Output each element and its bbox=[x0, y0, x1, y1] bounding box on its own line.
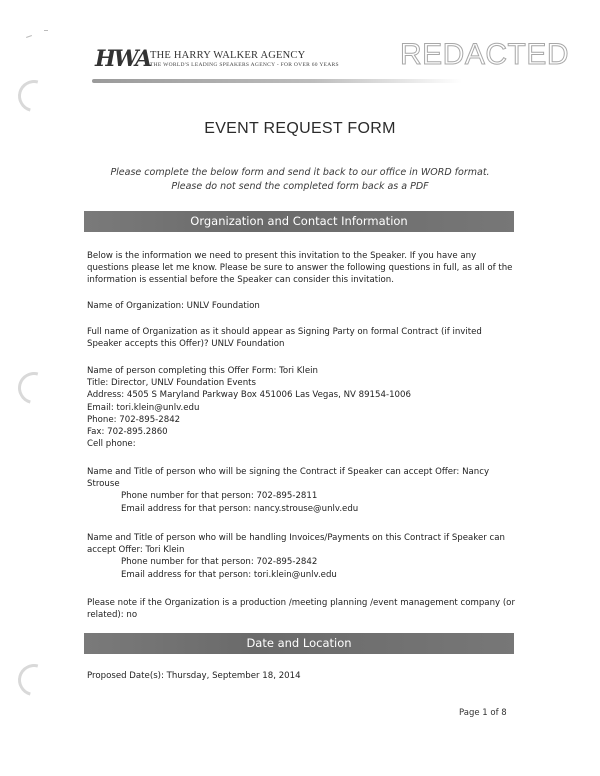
field-label: Proposed Date(s): bbox=[87, 671, 164, 681]
contact-fax-row bbox=[87, 426, 517, 438]
field-value: UNLV Foundation bbox=[186, 301, 260, 311]
field-value: Tori Klein bbox=[145, 545, 185, 556]
instruction-line: Please do not send the completed form back as a PDF bbox=[171, 181, 429, 192]
form-title: EVENT REQUEST FORM bbox=[204, 120, 396, 137]
field-label: Phone: bbox=[87, 414, 117, 425]
payments-name-row bbox=[87, 532, 517, 556]
field-value: UNLV Foundation bbox=[211, 339, 285, 350]
field-label: Email: bbox=[87, 402, 114, 413]
signing-party-field bbox=[87, 326, 517, 350]
field-value: tori.klein@unlv.edu bbox=[116, 402, 200, 413]
section-heading-organization: Organization and Contact Information bbox=[84, 211, 514, 232]
hole-punch-mark bbox=[12, 366, 56, 410]
field-label: Title: bbox=[87, 378, 109, 389]
hole-punch-mark bbox=[12, 658, 56, 702]
field-value: Director, UNLV Foundation Events bbox=[111, 378, 257, 389]
hole-punch-mark bbox=[12, 74, 56, 118]
field-value: no bbox=[126, 610, 138, 621]
payments-email-row bbox=[87, 569, 517, 581]
field-value: 702-895-2811 bbox=[256, 491, 318, 502]
contact-email-row bbox=[87, 402, 517, 414]
field-label: Please note if the Organization is a production /meeting planning /event management company (or related): bbox=[87, 598, 515, 621]
field-label: Cell phone: bbox=[87, 439, 136, 450]
signer-email-row bbox=[87, 503, 517, 515]
header-rule bbox=[92, 79, 462, 83]
instruction-line: Please complete the below form and send it back to our office in WORD format. bbox=[110, 167, 490, 178]
section-heading-date-location: Date and Location bbox=[84, 633, 514, 654]
form-instructions bbox=[0, 166, 600, 194]
field-value: nancy.strouse@unlv.edu bbox=[253, 503, 359, 514]
field-value: 4505 S Maryland Parkway Box 451006 Las Vegas, NV 89154-1006 bbox=[126, 390, 411, 401]
proposed-date-field bbox=[87, 670, 517, 682]
field-value: 702-895-2842 bbox=[119, 414, 181, 425]
contract-signer-block bbox=[87, 466, 517, 515]
field-value: Tori Klein bbox=[279, 366, 318, 376]
field-label: Name of Organization: bbox=[87, 301, 184, 311]
production-company-field bbox=[87, 597, 517, 621]
contact-address-row bbox=[87, 389, 517, 401]
scan-speck bbox=[44, 30, 48, 31]
field-label: Name of person completing this Offer Form: bbox=[87, 366, 277, 376]
field-label: Phone number for that person: bbox=[121, 491, 254, 502]
field-label: Full name of Organization as it should appear as Signing Party on formal Contract (if invited Speaker accepts this Offer)? bbox=[87, 327, 482, 350]
signer-phone-row bbox=[87, 490, 517, 502]
redacted-stamp: REDACTED bbox=[400, 38, 570, 71]
field-value: Nancy Strouse bbox=[87, 467, 490, 490]
agency-name: THE HARRY WALKER AGENCY bbox=[150, 50, 306, 61]
field-label: Email address for that person: bbox=[121, 503, 252, 514]
contact-title-row bbox=[87, 377, 517, 389]
scan-speck bbox=[26, 35, 32, 38]
payments-phone-row bbox=[87, 556, 517, 568]
field-label: Email address for that person: bbox=[121, 569, 252, 580]
contact-name-row bbox=[87, 365, 517, 377]
contact-cell-row bbox=[87, 438, 517, 450]
signer-name-row bbox=[87, 466, 517, 490]
field-label: Name and Title of person who will be signing the Contract if Speaker can accept Offer: bbox=[87, 467, 460, 477]
field-label: Name and Title of person who will be handling Invoices/Payments on this Contract if Speaker can accept Offer: bbox=[87, 533, 505, 556]
contact-person-block bbox=[87, 365, 517, 450]
payments-contact-block bbox=[87, 532, 517, 581]
agency-tagline: THE WORLD'S LEADING SPEAKERS AGENCY - FOR OVER 60 YEARS bbox=[150, 62, 339, 68]
field-value: tori.klein@unlv.edu bbox=[253, 569, 337, 580]
contact-phone-row bbox=[87, 414, 517, 426]
agency-logo: HWA bbox=[95, 46, 151, 72]
page-number: Page 1 of 8 bbox=[459, 708, 507, 718]
section-intro-paragraph: Below is the information we need to present this invitation to the Speaker. If you have any questions please let me know. Please be sure to answer the following questions in full, as all of the information is essential before the Speaker can consider this invitation. bbox=[87, 251, 513, 286]
organization-name-field bbox=[87, 300, 517, 312]
field-label: Address: bbox=[87, 390, 125, 401]
field-value: 702-895-2842 bbox=[256, 557, 318, 568]
field-label: Phone number for that person: bbox=[121, 557, 254, 568]
field-value: 702-895.2860 bbox=[107, 427, 168, 438]
field-value: Thursday, September 18, 2014 bbox=[166, 671, 301, 681]
field-label: Fax: bbox=[87, 427, 105, 438]
